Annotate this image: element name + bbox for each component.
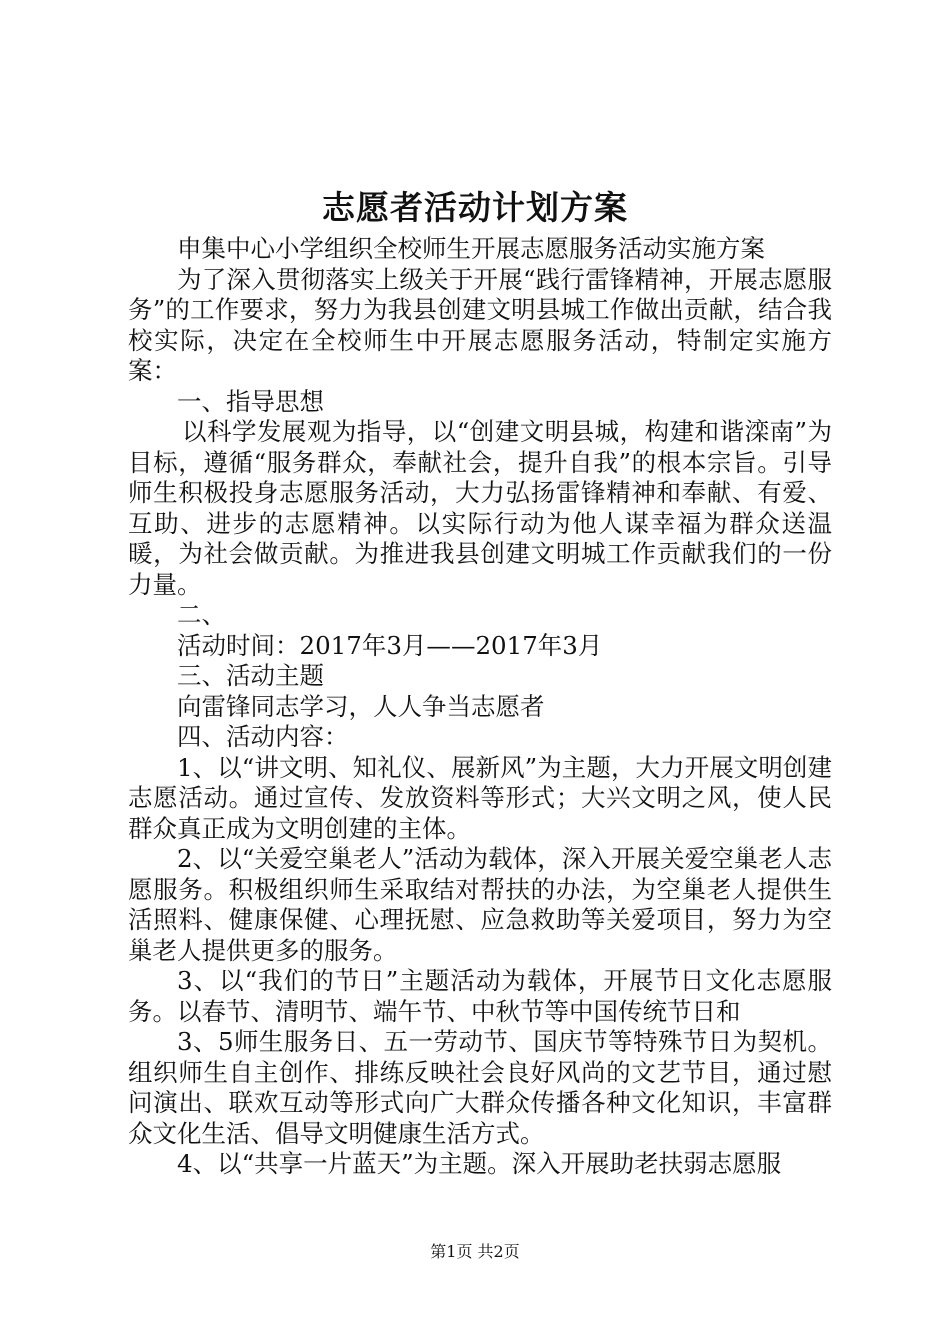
paragraph-content-item-3-cont: 3、5师生服务日、五一劳动节、国庆节等特殊节日为契机。组织师生自主创作、排练反映社会良好风尚的文艺节目，通过慰问演出、联欢互动等形式向广大群众传播各种文化知识，丰富群众文化生活、倡导文明健康生活方式。 [128, 1027, 832, 1148]
heading-activity-content: 四、活动内容： [177, 722, 349, 751]
paragraph-content-item-3: 3、以“我们的节日”主题活动为载体，开展节日文化志愿服务。以春节、清明节、端午节、中秋节等中国传统节日和 [128, 966, 832, 1026]
document-title: 志愿者活动计划方案 [322, 188, 628, 227]
paragraph-content-item-4: 4、以“共享一片蓝天”为主题。深入开展助老扶弱志愿服 [177, 1149, 782, 1178]
heading-section-two: 二、 [177, 600, 226, 629]
heading-guiding-ideology: 一、指导思想 [177, 386, 324, 416]
heading-activity-theme: 三、活动主题 [177, 661, 324, 690]
paragraph-guiding-ideology: 以科学发展观为指导，以“创建文明县城，构建和谐滦南”为目标，遵循“服务群众，奉献社会，提升自我”的根本宗旨。引导师生积极投身志愿服务活动，大力弘扬雷锋精神和奉献、有爱、互助、进步的志愿精神。以实际行动为他人谋幸福为群众送温暖，为社会做贡献。为推进我县创建文明城工作贡献我们的一份力量。 [128, 417, 832, 599]
paragraph-activity-time: 活动时间：2017年3月——2017年3月 [177, 630, 603, 660]
paragraph-content-item-2: 2、以“关爱空巢老人”活动为载体，深入开展关爱空巢老人志愿服务。积极组织师生采取结对帮扶的办法，为空巢老人提供生活照料、健康保健、心理抚慰、应急救助等关爱项目，努力为空巢老人提供更多的服务。 [128, 844, 832, 965]
paragraph-subtitle: 申集中心小学组织全校师生开展志愿服务活动实施方案 [177, 234, 765, 263]
document-body [128, 234, 832, 1180]
paragraph-intro: 为了深入贯彻落实上级关于开展“践行雷锋精神，开展志愿服务”的工作要求，努力为我县创建文明县城工作做出贡献，结合我校实际，决定在全校师生中开展志愿服务活动，特制定实施方案： [128, 264, 832, 385]
paragraph-content-item-1: 1、以“讲文明、知礼仪、展新风”为主题，大力开展文明创建志愿活动。通过宣传、发放资料等形式；大兴文明之风，使人民群众真正成为文明创建的主体。 [128, 752, 832, 843]
paragraph-activity-theme: 向雷锋同志学习，人人争当志愿者 [177, 691, 545, 721]
page-footer: 第1页 共2页 [430, 1242, 520, 1261]
